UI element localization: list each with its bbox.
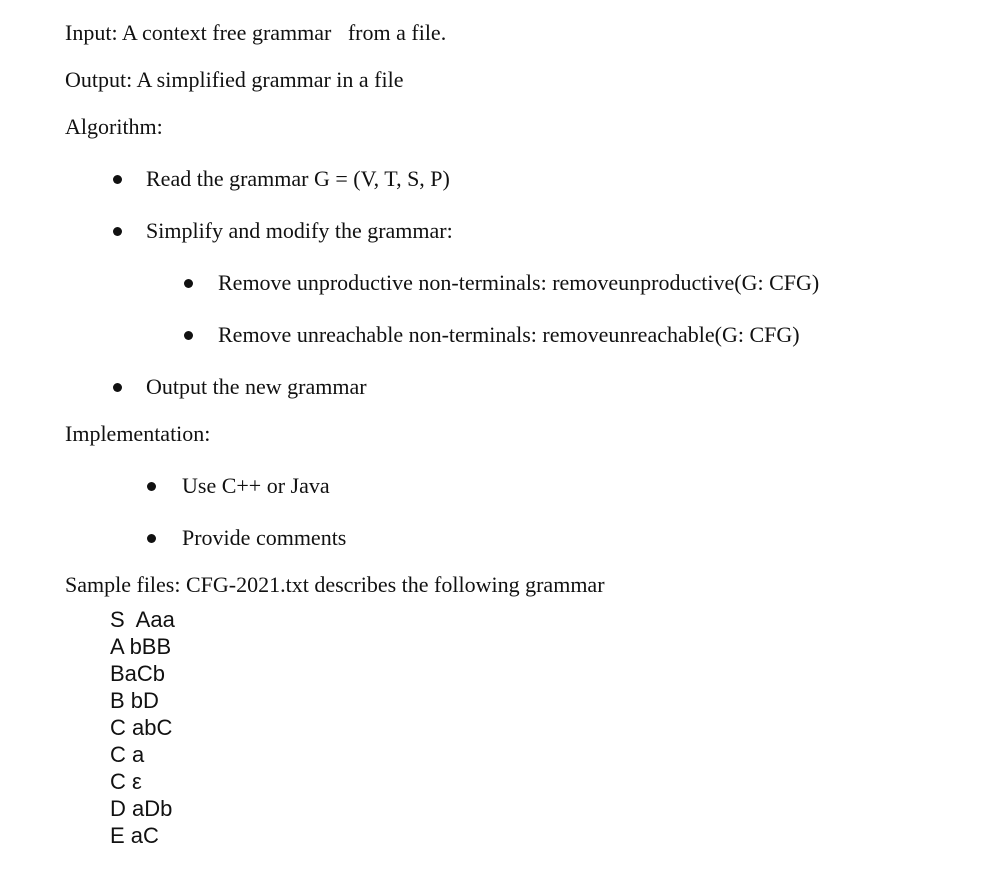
implementation-item-comments: Provide comments [182,525,347,550]
bullet-icon [113,175,122,184]
algorithm-step-output: Output the new grammar [146,374,367,399]
bullet-icon [113,227,122,236]
algorithm-heading: Algorithm: [65,114,163,139]
bullet-icon [147,482,156,491]
algorithm-step-simplify: Simplify and modify the grammar: [146,218,453,243]
bullet-icon [184,279,193,288]
implementation-heading: Implementation: [65,421,211,446]
input-line: Input: A context free grammar from a file. [65,20,447,45]
grammar-production: C abC [110,715,173,740]
grammar-production: E aC [110,823,159,848]
grammar-production: B bD [110,688,159,713]
substep-remove-unproductive: Remove unproductive non-terminals: removeunproductive(G: CFG) [218,270,820,295]
grammar-production: A bBB [110,634,172,659]
grammar-production: BaCb [110,661,166,686]
substep-remove-unreachable: Remove unreachable non-terminals: removeunreachable(G: CFG) [218,322,800,347]
grammar-block [110,606,175,849]
grammar-production: C ε [110,769,142,794]
algorithm-step-read: Read the grammar G = (V, T, S, P) [146,166,450,191]
bullet-icon [184,331,193,340]
grammar-production: S Aaa [110,607,175,632]
sample-files-line: Sample files: CFG-2021.txt describes the following grammar [65,572,605,597]
implementation-item-language: Use C++ or Java [182,473,330,498]
output-line: Output: A simplified grammar in a file [65,67,404,92]
grammar-production: C a [110,742,145,767]
bullet-icon [147,534,156,543]
bullet-icon [113,383,122,392]
grammar-production: D aDb [110,796,173,821]
